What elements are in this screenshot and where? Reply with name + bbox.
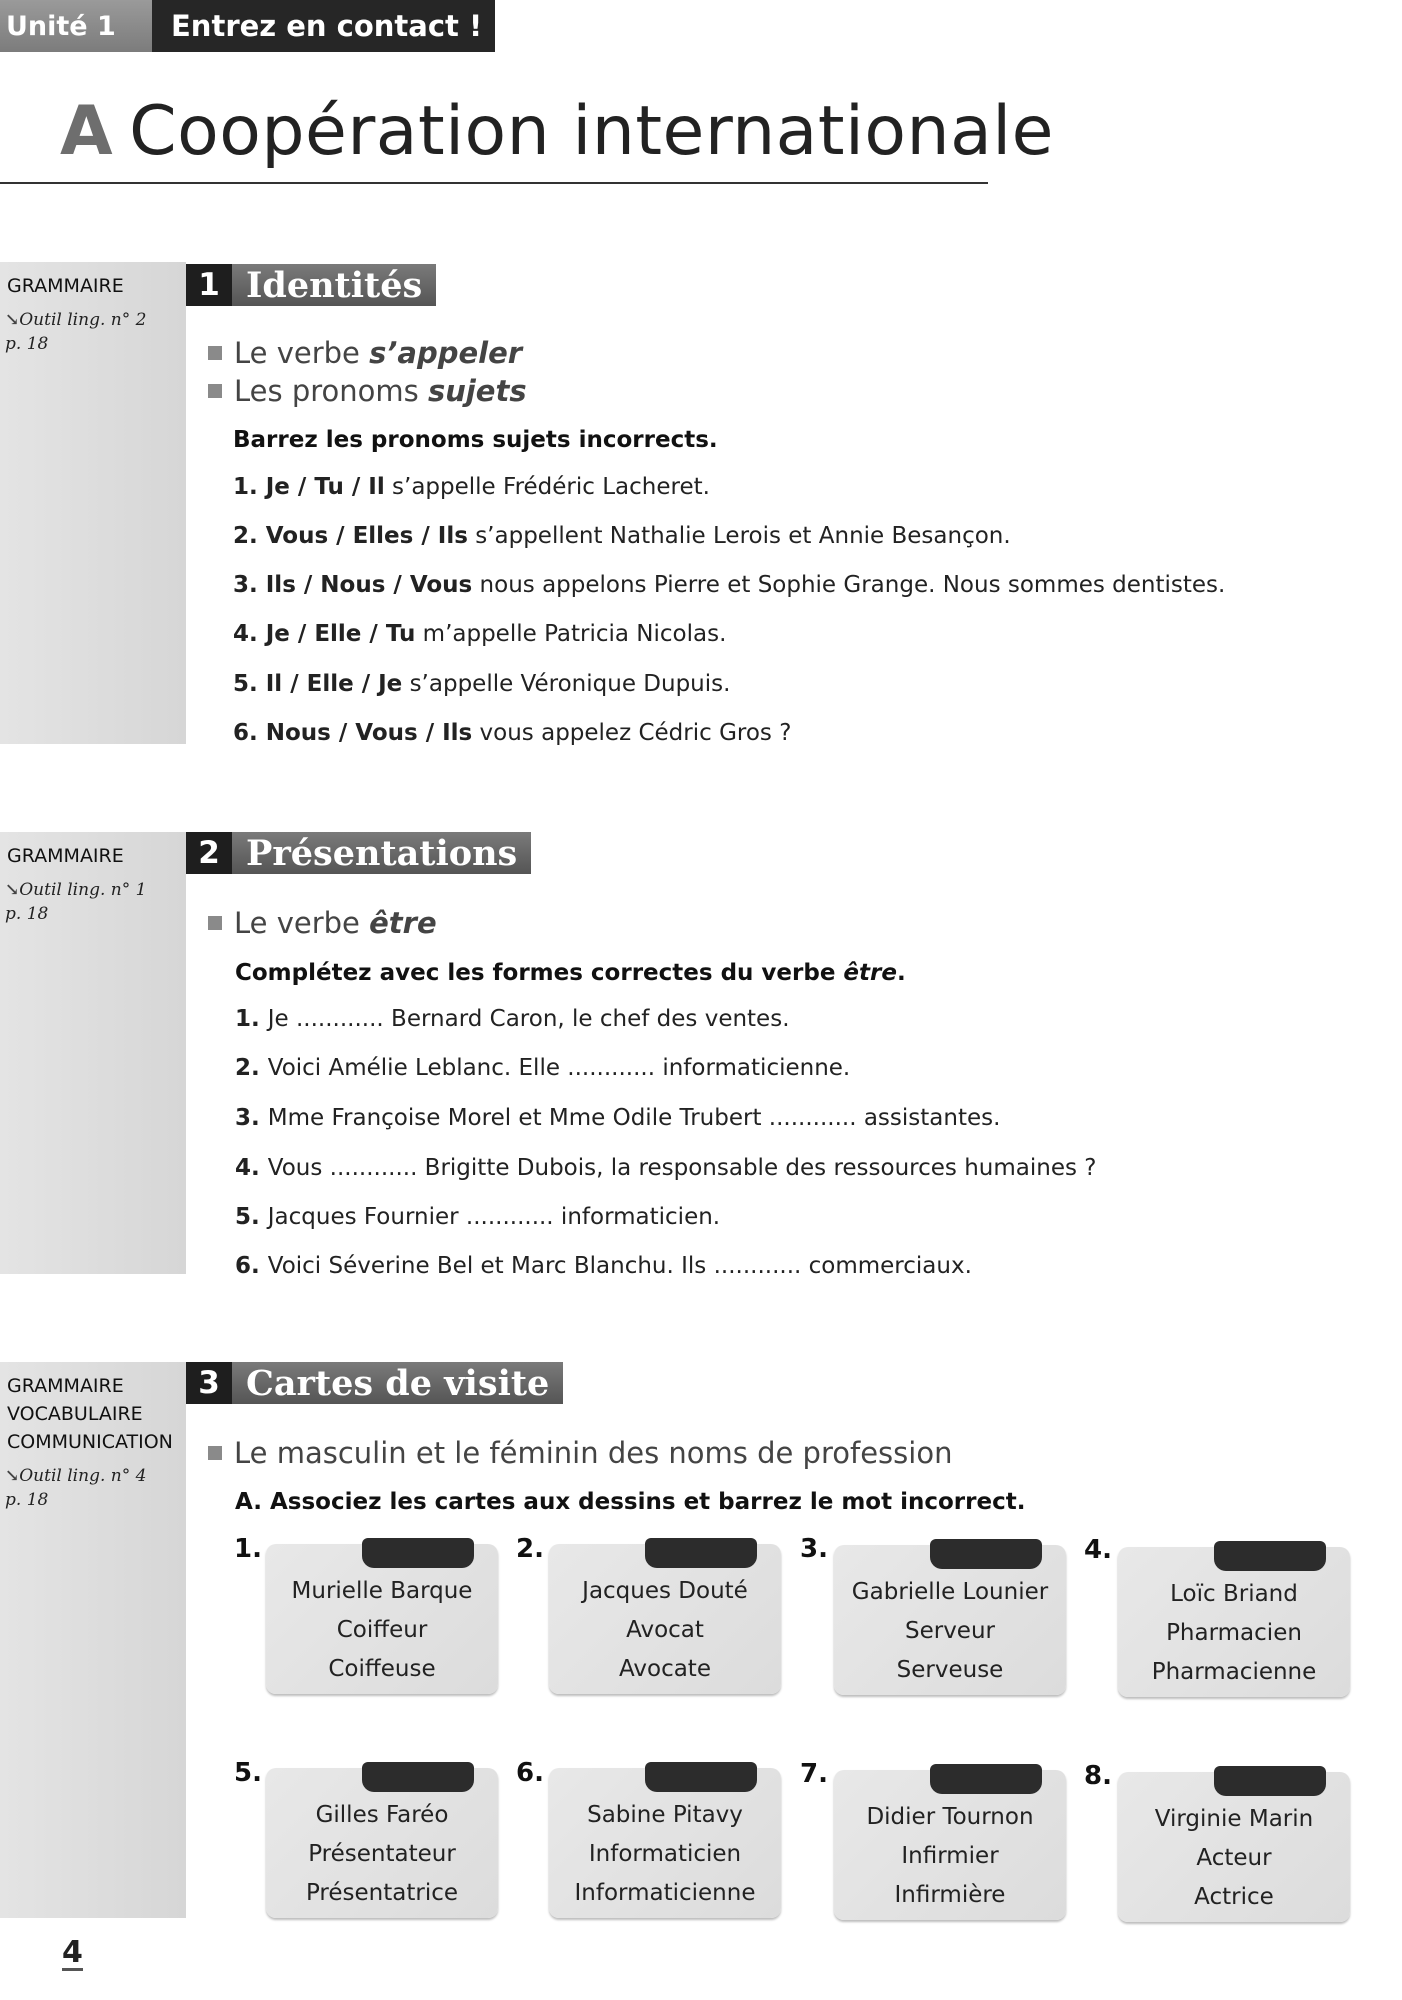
exercise-item: 3. Ils / Nous / Vous nous appelons Pierre et Sophie Grange. Nous sommes dentistes. (233, 572, 1226, 598)
card-profession-masculine[interactable]: Serveur (904, 1618, 995, 1644)
business-card (266, 1768, 498, 1918)
arrow-icon: ↘ (5, 310, 20, 330)
business-card (266, 1544, 498, 1694)
title-divider (0, 182, 988, 184)
card-profession-masculine[interactable]: Avocat (626, 1617, 704, 1643)
arrow-icon: ↘ (5, 1466, 20, 1486)
card-profession-masculine[interactable]: Présentateur (308, 1841, 456, 1867)
section-3-sidebar (0, 1362, 186, 1918)
section-letter: A (60, 92, 114, 171)
card-name: Loïc Briand (1170, 1581, 1298, 1607)
section-1-instruction: Barrez les pronoms sujets incorrects. (233, 427, 718, 453)
exercise-item: 5. Jacques Fournier ............ informaticien. (235, 1204, 721, 1230)
card-profession-feminine[interactable]: Actrice (1194, 1884, 1274, 1910)
exercise-item: 2. Voici Amélie Leblanc. Elle ............ informaticienne. (235, 1055, 851, 1081)
business-card (1118, 1547, 1350, 1697)
unit-title: Entrez en contact ! (152, 0, 495, 52)
business-card (549, 1768, 781, 1918)
section-1-ref: ↘Outil ling. n° 2 p. 18 (5, 310, 147, 354)
card-name: Jacques Douté (582, 1578, 748, 1604)
card-profession-feminine[interactable]: Infirmière (894, 1882, 1006, 1908)
business-card (1118, 1772, 1350, 1922)
card-number: 1. (234, 1534, 262, 1564)
clip-icon (1214, 1541, 1326, 1571)
section-2-tag: GRAMMAIRE (7, 845, 124, 867)
business-card (549, 1544, 781, 1694)
section-3-bullet: Le masculin et le féminin des noms de profession (208, 1436, 952, 1470)
card-profession-feminine[interactable]: Pharmacienne (1151, 1659, 1317, 1685)
arrow-icon: ↘ (5, 880, 20, 900)
card-profession-masculine[interactable]: Informaticien (588, 1841, 742, 1867)
clip-icon (930, 1764, 1042, 1794)
card-number: 8. (1084, 1761, 1112, 1791)
card-number: 4. (1084, 1535, 1112, 1565)
exercise-item: 2. Vous / Elles / Ils s’appellent Nathalie Lerois et Annie Besançon. (233, 523, 1011, 549)
card-number: 7. (800, 1759, 828, 1789)
exercise-item: 4. Vous ............ Brigitte Dubois, la responsable des ressources humaines ? (235, 1155, 1097, 1181)
section-3-ref: ↘Outil ling. n° 4 p. 18 (5, 1466, 147, 1510)
section-1-header (186, 264, 436, 306)
section-1-number: 1 (186, 264, 232, 306)
section-3-header (186, 1362, 563, 1404)
card-name: Sabine Pitavy (587, 1802, 743, 1828)
card-number: 2. (516, 1534, 544, 1564)
clip-icon (1214, 1766, 1326, 1796)
exercise-item: 1. Je ............ Bernard Caron, le chef des ventes. (235, 1006, 790, 1032)
section-2-ref: ↘Outil ling. n° 1 p. 18 (5, 880, 147, 924)
clip-icon (362, 1762, 474, 1792)
card-profession-masculine[interactable]: Coiffeur (336, 1617, 428, 1643)
unit-label: Unité 1 (0, 0, 152, 52)
card-profession-feminine[interactable]: Informaticienne (574, 1880, 756, 1906)
card-profession-feminine[interactable]: Serveuse (896, 1657, 1004, 1683)
exercise-item: 3. Mme Françoise Morel et Mme Odile Trubert ............ assistantes. (235, 1105, 1001, 1131)
section-1-tag: GRAMMAIRE (7, 275, 124, 297)
section-2-sidebar (0, 832, 186, 1274)
card-profession-masculine[interactable]: Pharmacien (1166, 1620, 1302, 1646)
clip-icon (645, 1538, 757, 1568)
section-1-sidebar (0, 262, 186, 744)
section-2-instruction: Complétez avec les formes correctes du verbe être. (235, 960, 906, 986)
card-name: Murielle Barque (291, 1578, 473, 1604)
business-card (834, 1770, 1066, 1920)
section-3-number: 3 (186, 1362, 232, 1404)
card-name: Gilles Faréo (315, 1802, 449, 1828)
section-1-bullet: Les pronoms sujets (208, 374, 527, 408)
card-profession-masculine[interactable]: Acteur (1196, 1845, 1272, 1871)
card-number: 5. (234, 1758, 262, 1788)
exercise-item: 6. Voici Séverine Bel et Marc Blanchu. Ils ............ commerciaux. (235, 1253, 972, 1279)
page-title (60, 92, 1054, 171)
exercise-item: 4. Je / Elle / Tu m’appelle Patricia Nicolas. (233, 621, 727, 647)
card-name: Didier Tournon (866, 1804, 1034, 1830)
section-2-number: 2 (186, 832, 232, 874)
card-name: Gabrielle Lounier (851, 1579, 1049, 1605)
exercise-item: 6. Nous / Vous / Ils vous appelez Cédric Gros ? (233, 720, 792, 746)
clip-icon (930, 1539, 1042, 1569)
section-3-title: Cartes de visite (232, 1362, 563, 1404)
page-title-text: Coopération internationale (129, 92, 1054, 171)
card-number: 3. (800, 1534, 828, 1564)
card-name: Virginie Marin (1154, 1806, 1314, 1832)
page-number: 4 (62, 1935, 83, 1970)
section-3-tags: GRAMMAIRE VOCABULAIRE COMMUNICATION (7, 1375, 173, 1453)
exercise-item: 5. Il / Elle / Je s’appelle Véronique Dupuis. (233, 671, 731, 697)
section-1-title: Identités (232, 264, 436, 306)
section-3-instruction: A. Associez les cartes aux dessins et barrez le mot incorrect. (235, 1489, 1026, 1515)
clip-icon (362, 1538, 474, 1568)
card-profession-feminine[interactable]: Présentatrice (305, 1880, 459, 1906)
section-2-title: Présentations (232, 832, 531, 874)
section-2-bullet: Le verbe être (208, 906, 437, 940)
clip-icon (645, 1762, 757, 1792)
card-profession-masculine[interactable]: Infirmier (901, 1843, 999, 1869)
section-1-bullet: Le verbe s’appeler (208, 336, 522, 370)
card-number: 6. (516, 1758, 544, 1788)
business-card (834, 1545, 1066, 1695)
section-2-header (186, 832, 531, 874)
card-profession-feminine[interactable]: Avocate (619, 1656, 711, 1682)
exercise-item: 1. Je / Tu / Il s’appelle Frédéric Lacheret. (233, 474, 710, 500)
card-profession-feminine[interactable]: Coiffeuse (328, 1656, 436, 1682)
